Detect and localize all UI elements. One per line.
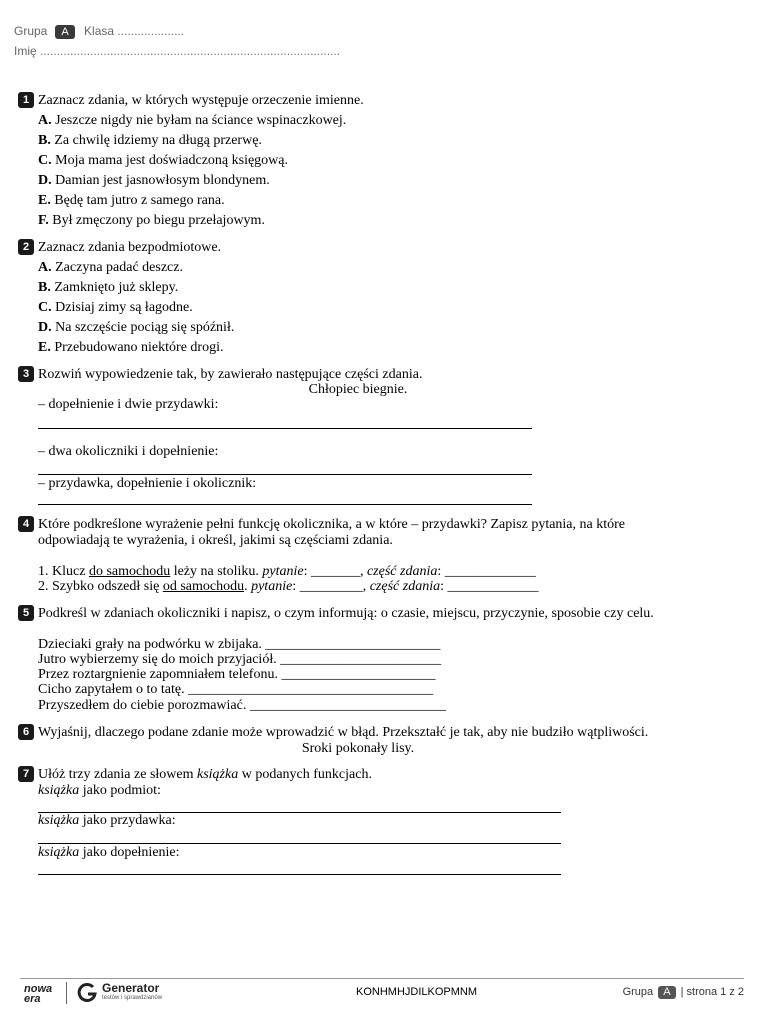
item-keyword: książka	[38, 783, 80, 798]
task-2-option-b[interactable]	[38, 280, 178, 296]
task-1-option-e[interactable]	[38, 193, 225, 209]
option-text: Jeszcze nigdy nie byłam na ściance wspinaczkowej.	[55, 113, 347, 128]
item-keyword: książka	[38, 845, 80, 860]
group-label: Grupa	[14, 24, 48, 38]
task-1-option-d[interactable]	[38, 173, 270, 189]
page-number: | strona 1 z 2	[680, 986, 744, 998]
task-3-answer-line-2[interactable]	[38, 474, 532, 475]
task-1-option-a[interactable]	[38, 113, 346, 129]
task-5-sentence-1[interactable]: Dzieciaki grały na podwórku w zbijaka. _________________________	[38, 637, 441, 652]
underlined-phrase: do samochodu	[88, 564, 171, 579]
nowa-era-logo: nowa era	[24, 983, 53, 1005]
task-7-item-1	[38, 783, 161, 799]
item-text: jako przydawka:	[79, 813, 176, 828]
task-7-item-3	[38, 845, 180, 861]
task-4-row-2	[38, 579, 538, 595]
task-5-sentence-5[interactable]: Przyszedłem do ciebie porozmawiać. ____________________________	[38, 698, 446, 713]
task-6-prompt	[18, 725, 648, 741]
task-6-text: Wyjaśnij, dlaczego podane zdanie może wprowadzić w błąd. Przekształć je tak, aby nie budziło wątpliwości.	[38, 725, 649, 741]
question-blank[interactable]: : _________,	[292, 579, 370, 594]
task-4-row-1	[38, 564, 536, 580]
task-1-option-f[interactable]	[38, 213, 265, 229]
header-name-row	[14, 44, 340, 58]
task-1-number: 1	[18, 92, 34, 108]
option-text: Przebudowano niektóre drogi.	[54, 340, 224, 355]
task-1-text: Zaznacz zdania, w których występuje orzeczenie imienne.	[38, 93, 364, 109]
task-1-option-b[interactable]	[38, 133, 262, 149]
item-text: jako dopełnienie:	[79, 845, 180, 860]
part-blank[interactable]: : _____________	[437, 564, 536, 579]
task-2-option-c[interactable]	[38, 300, 193, 316]
option-letter: E.	[38, 340, 51, 355]
item-keyword: książka	[38, 813, 80, 828]
option-letter: C.	[38, 153, 52, 168]
class-label: Klasa	[84, 24, 115, 38]
task-2-option-d[interactable]	[38, 320, 234, 336]
part-label: część zdania	[366, 564, 438, 579]
test-code: KONHMHJDILKOPMNM	[356, 986, 478, 998]
footer-group-label: Grupa	[622, 986, 654, 998]
task-3-sentence: Chłopiec biegnie.	[308, 382, 408, 397]
row-text: 2. Szybko odszedł się	[38, 579, 163, 594]
task-5-sentence-4[interactable]: Cicho zapytałem o to tatę. ___________________________________	[38, 682, 434, 697]
option-text: Za chwilę idziemy na długą przerwę.	[54, 133, 262, 148]
task-7-number: 7	[18, 766, 34, 782]
question-blank[interactable]: : _______,	[303, 564, 367, 579]
option-text: Zamknięto już sklepy.	[54, 280, 179, 295]
option-letter: D.	[38, 173, 52, 188]
row-text: leży na stoliku.	[170, 564, 263, 579]
option-text: Był zmęczony po biegu przełajowym.	[52, 213, 265, 228]
task-4-number: 4	[18, 516, 34, 532]
task-3-text: Rozwiń wypowiedzenie tak, by zawierało następujące części zdania.	[38, 367, 423, 383]
part-label: część zdania	[369, 579, 441, 594]
name-label: Imię	[14, 44, 37, 58]
footer-group-badge: A	[658, 986, 675, 999]
task-7-keyword: książka	[197, 767, 239, 783]
logo-separator	[66, 982, 67, 1004]
option-text: Damian jest jasnowłosym blondynem.	[55, 173, 270, 188]
task-3-answer-line-1[interactable]	[38, 428, 532, 429]
option-letter: F.	[38, 213, 49, 228]
task-2-number: 2	[18, 239, 34, 255]
option-letter: E.	[38, 193, 51, 208]
group-badge: A	[55, 25, 74, 39]
task-3-item-2: – dwa okoliczniki i dopełnienie:	[38, 444, 219, 459]
row-text: 1. Klucz	[38, 564, 89, 579]
footer-divider	[20, 978, 744, 979]
underlined-phrase: od samochodu	[162, 579, 245, 594]
task-6-number: 6	[18, 724, 34, 740]
option-letter: A.	[38, 260, 52, 275]
task-4-text-line-1: Które podkreślone wyrażenie pełni funkcję okolicznika, a w które – przydawki? Zapisz pytania, na które	[38, 517, 626, 533]
task-7-text: Ułóż trzy zdania ze słowem	[38, 767, 197, 783]
class-field[interactable]: ....................	[117, 24, 185, 38]
generator-wordmark	[102, 982, 162, 1002]
option-letter: B.	[38, 133, 51, 148]
option-text: Będę tam jutro z samego rana.	[54, 193, 225, 208]
option-letter: B.	[38, 280, 51, 295]
task-3-prompt	[18, 367, 422, 383]
task-4-prompt	[18, 517, 625, 533]
task-5-text: Podkreśl w zdaniach okoliczniki i napisz, o czym informują: o czasie, miejscu, przyczynie, sposobie czy celu.	[38, 606, 654, 622]
row-text: .	[244, 579, 252, 594]
task-2-option-a[interactable]	[38, 260, 183, 276]
task-3-item-3: – przydawka, dopełnienie i okolicznik:	[38, 476, 257, 491]
option-letter: D.	[38, 320, 52, 335]
generator-tagline: testów i sprawdzianów	[102, 995, 163, 1001]
task-5-prompt	[18, 606, 654, 622]
task-4-text-line-2: odpowiadają te wyrażenia, i określ, jakimi są częściami zdania.	[38, 533, 393, 548]
page-indicator	[623, 986, 744, 999]
task-1-option-c[interactable]	[38, 153, 288, 169]
option-letter: C.	[38, 300, 52, 315]
task-6-sentence: Sroki pokonały lisy.	[301, 741, 415, 756]
header-group-row	[14, 24, 184, 39]
option-letter: A.	[38, 113, 52, 128]
task-7-prompt	[18, 767, 372, 783]
part-blank[interactable]: : _____________	[440, 579, 539, 594]
task-3-item-1: – dopełnienie i dwie przydawki:	[38, 397, 219, 412]
option-text: Dzisiaj zimy są łagodne.	[55, 300, 193, 315]
item-text: jako podmiot:	[79, 783, 161, 798]
task-7-answer-line-2[interactable]	[38, 843, 561, 844]
option-text: Moja mama jest doświadczoną księgową.	[55, 153, 289, 168]
question-label: pytanie	[251, 579, 293, 594]
task-3-answer-line-3[interactable]	[38, 504, 532, 505]
generator-title: Generator	[102, 981, 160, 995]
generator-g-icon	[76, 982, 98, 1004]
option-text: Na szczęście pociąg się spóźnił.	[55, 320, 235, 335]
task-7-text-end: w podanych funkcjach.	[238, 767, 372, 783]
name-field[interactable]: ..........................................................................................	[40, 44, 341, 58]
option-text: Zaczyna padać deszcz.	[55, 260, 183, 275]
task-5-sentence-3[interactable]: Przez roztargnienie zapomniałem telefonu. ______________________	[38, 667, 436, 682]
task-2-text: Zaznacz zdania bezpodmiotowe.	[38, 240, 222, 256]
task-5-sentence-2[interactable]: Jutro wybierzemy się do moich przyjaciół. _______________________	[38, 652, 442, 667]
task-7-answer-line-3[interactable]	[38, 874, 561, 875]
task-7-item-2	[38, 813, 176, 829]
task-2-option-e[interactable]	[38, 340, 223, 356]
task-1-prompt	[18, 93, 364, 109]
generator-logo	[76, 982, 98, 1009]
task-5-number: 5	[18, 605, 34, 621]
task-3-number: 3	[18, 366, 34, 382]
task-2-prompt	[18, 240, 221, 256]
question-label: pytanie	[262, 564, 304, 579]
